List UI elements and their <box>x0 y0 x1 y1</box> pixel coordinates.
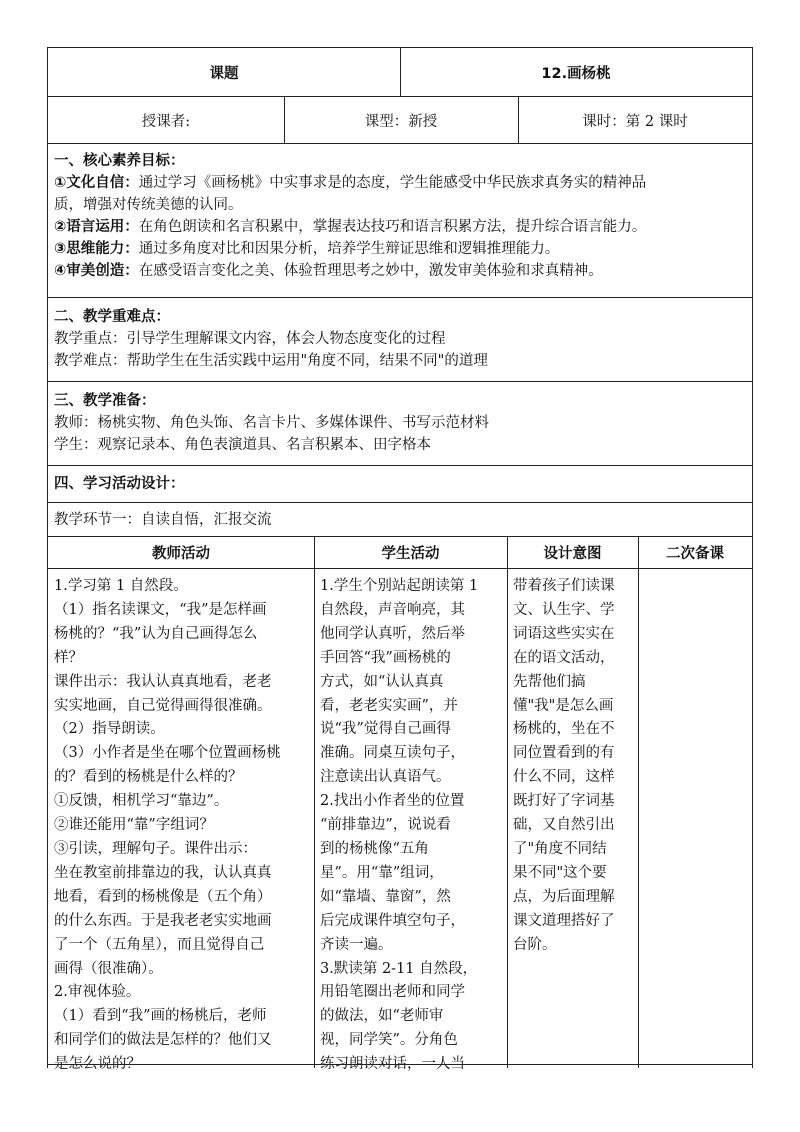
goal-item-cont: 质，增强对传统美德的认同。 <box>54 197 243 213</box>
cell-line: ③引读，理解句子。课件出示： <box>54 840 257 857</box>
cell-line: 注意读出认真语气。 <box>320 769 451 786</box>
cell-line: 自然段，声音响亮，其 <box>320 601 465 618</box>
cell-line: 和同学们的做法是怎样的？他们又 <box>54 1032 272 1049</box>
topic-label: 课题 <box>209 65 239 82</box>
cell-line: 果不同"这个要 <box>513 864 607 881</box>
cell-line: 样？ <box>54 649 83 666</box>
key-points-section <box>47 297 753 381</box>
key-points-title: 二、教学重难点： <box>54 309 170 325</box>
cell-line: 地看，看到的杨桃像是（五个角） <box>54 888 272 905</box>
revision-cell <box>638 569 752 1068</box>
core-goals-section <box>47 143 753 297</box>
cell-line: 既打好了字词基 <box>513 793 615 810</box>
table-bottom-border <box>47 1064 753 1065</box>
phase-row <box>47 502 753 536</box>
cell-line: 了"角度不同结 <box>513 840 607 857</box>
student-prep-line: 学生：观察记录本、角色表演道具、名言积累本、田字格本 <box>54 437 431 453</box>
topic-row <box>47 47 753 96</box>
cell-line: （1）看到“我”画的杨桃后，老师 <box>54 1008 267 1025</box>
cell-line: 了一个（五角星），而且觉得自己 <box>54 936 265 953</box>
cell-line: 带着孩子们读课 <box>513 578 615 594</box>
cell-line: 什么不同，这样 <box>513 769 615 786</box>
cell-line: 星”。用“靠”组词， <box>320 864 444 881</box>
cell-line: 用铅笔圈出老师和同学 <box>320 984 465 1001</box>
cell-line: 2.审视体验。 <box>54 984 141 1001</box>
cell-line: 是怎么说的？ <box>54 1056 141 1073</box>
cell-line: 画得（很准确）。 <box>54 960 163 977</box>
cell-line: （3）小作者是坐在哪个位置画杨桃 <box>54 745 281 762</box>
cell-line: （1）指名读课文，“我”是怎样画 <box>54 601 267 618</box>
preparation-section <box>47 381 753 465</box>
cell-line: 1.学生个别站起朗读第 1 <box>320 578 479 594</box>
header-student: 学生活动 <box>381 546 440 562</box>
difficulty-line: 教学难点：帮助学生在生活实践中运用"角度不同，结果不同"的道理 <box>54 353 488 369</box>
cell-line: 说“我”觉得自己画得 <box>320 721 451 738</box>
design-intent-cell <box>507 569 638 1068</box>
cell-line: 3.默读第 2-11 自然段， <box>320 960 478 977</box>
cell-line: 课件出示：我认认真真地看，老老 <box>54 673 272 690</box>
cell-line: 杨桃的，坐在不 <box>513 721 615 738</box>
cell-line: 课文道理搭好了 <box>513 912 615 929</box>
cell-line: 点，为后面理解 <box>513 888 615 905</box>
header-revision: 二次备课 <box>666 546 724 562</box>
student-activity-cell <box>314 569 507 1073</box>
cell-line: ②谁还能用“靠”字组词？ <box>54 817 214 834</box>
topic-value: 12.画杨桃 <box>541 65 611 82</box>
cell-line: 方式，如“认认真真 <box>320 673 444 690</box>
activity-table-header <box>47 536 753 568</box>
lesson-plan-page <box>47 47 753 1073</box>
cell-line: 到的杨桃像“五角 <box>320 840 429 857</box>
header-intent: 设计意图 <box>543 546 602 562</box>
phase-label: 教学环节一：自读自悟，汇报交流 <box>54 512 272 528</box>
cell-line: 在的语文活动， <box>513 649 615 666</box>
cell-line: 1.学习第 1 自然段。 <box>54 578 188 594</box>
cell-line: 础，又自然引出 <box>513 817 615 834</box>
cell-line: 如“靠墙、靠窗”，然 <box>320 888 451 905</box>
cell-line: 的做法，如“老师审 <box>320 1008 444 1025</box>
teacher-prep-line: 教师：杨桃实物、角色头饰、名言卡片、多媒体课件、书写示范材料 <box>54 415 489 431</box>
activity-table-body <box>47 568 753 1073</box>
teacher-activity-cell <box>48 569 314 1073</box>
cell-line: 准确。同桌互读句子， <box>320 745 465 762</box>
teacher-label: 授课者: <box>141 113 191 130</box>
cell-line: 杨桃的？“我”认为自己画得怎么 <box>54 625 258 642</box>
cell-line: 先帮他们搞 <box>513 673 586 690</box>
header-teacher: 教师活动 <box>152 546 210 562</box>
cell-line: “前排靠边”，说说看 <box>320 817 451 834</box>
cell-line: 实实地画，自己觉得画得很准确。 <box>54 697 272 714</box>
goal-item: ④审美创造：在感受语言变化之美、体验哲理思考之妙中，激发审美体验和求真精神。 <box>54 263 603 279</box>
lesson-hours: 课时：第 2 课时 <box>582 113 688 130</box>
cell-line: 手回答“我”画杨桃的 <box>320 649 451 666</box>
activity-design-title: 四、学习活动设计： <box>54 476 185 492</box>
cell-line: 文、认生字、学 <box>513 601 615 618</box>
lesson-type: 课型：新授 <box>364 113 438 130</box>
cell-line: 视，同学笑”。分角色 <box>320 1032 458 1049</box>
lesson-info-row <box>47 96 753 143</box>
goal-item: ①文化自信：通过学习《画杨桃》中实事求是的态度，学生能感受中华民族求真务实的精神品 <box>54 175 647 191</box>
cell-line: 看，老老实实画”，并 <box>320 697 458 714</box>
goal-item: ②语言运用：在角色朗读和名言积累中，掌握表达技巧和语言积累方法，提升综合语言能力。 <box>54 219 647 235</box>
cell-line: 的？看到的杨桃是什么样的？ <box>54 769 243 786</box>
cell-line: ①反馈，相机学习“靠边”。 <box>54 793 229 810</box>
cell-line: 齐读一遍。 <box>320 936 393 953</box>
cell-line: 词语这些实实在 <box>513 625 615 642</box>
cell-line: 的什么东西。于是我老老实实地画 <box>54 912 272 929</box>
core-goals-title: 一、核心素养目标： <box>54 153 185 169</box>
cell-line: （2）指导朗读。 <box>54 721 165 738</box>
cell-line: 后完成课件填空句子， <box>320 912 465 929</box>
cell-line: 练习朗读对话，一人当 <box>320 1056 465 1073</box>
cell-line: 2.找出小作者坐的位置 <box>320 793 465 810</box>
key-point-line: 教学重点：引导学生理解课文内容，体会人物态度变化的过程 <box>54 331 446 347</box>
cell-line: 他同学认真听，然后举 <box>320 625 465 642</box>
cell-line: 坐在教室前排靠边的我，认认真真 <box>54 864 272 881</box>
cell-line: 台阶。 <box>513 936 557 953</box>
activity-design-section <box>47 465 753 502</box>
cell-line: 同位置看到的有 <box>513 745 615 762</box>
cell-line: 懂"我"是怎么画 <box>513 697 614 714</box>
goal-item: ③思维能力：通过多角度对比和因果分析，培养学生辩证思维和逻辑推理能力。 <box>54 241 560 257</box>
preparation-title: 三、教学准备： <box>54 393 156 409</box>
